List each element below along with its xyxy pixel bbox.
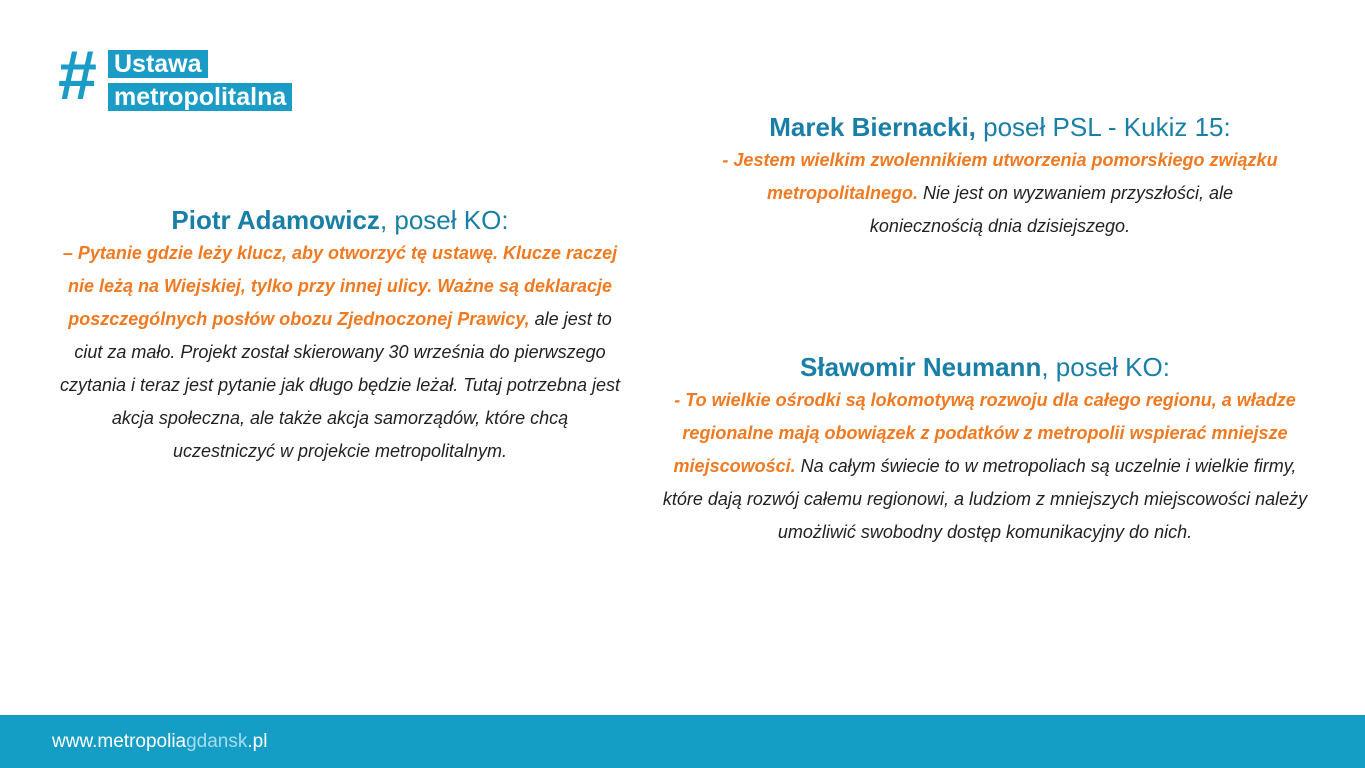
quote-text: ale jest to ciut za mało. Projekt został skierowany 30 września do pierwszego czytania i teraz jest pytanie jak długo będzie leżał. Tutaj potrzebna jest akcja społeczna, ale także akcja samorządów, które chcą uczestniczyć w projekcie metropolitalnym. xyxy=(60,309,620,461)
quote-author xyxy=(660,350,1310,384)
logo xyxy=(58,36,358,114)
quote-body xyxy=(680,144,1320,243)
website-link[interactable] xyxy=(52,731,267,753)
quote-adamowicz xyxy=(60,203,620,468)
logo-line1: Ustawa xyxy=(108,50,208,78)
quote-body xyxy=(660,384,1310,549)
footer-bar xyxy=(0,715,1365,768)
quote-highlight: - To wielkie ośrodki są lokomotywą rozwoju dla całego regionu, a władze regionalne mają obowiązek z podatków z metropolii wspierać mniejsze miejscowości. xyxy=(673,390,1296,476)
author-name: Marek Biernacki, xyxy=(769,112,976,142)
quote-author xyxy=(60,203,620,237)
author-role: , poseł KO: xyxy=(379,205,509,235)
url-part3: .pl xyxy=(247,731,268,752)
quote-neumann xyxy=(660,350,1310,549)
logo-hash: # xyxy=(58,36,97,114)
quote-body xyxy=(60,237,620,468)
logo-line2: metropolitalna xyxy=(108,83,292,111)
author-role: , poseł KO: xyxy=(1041,352,1170,382)
url-part1: www.metropolia xyxy=(52,731,187,752)
author-name: Sławomir Neumann xyxy=(800,352,1042,382)
quote-text: Nie jest on wyzwaniem przyszłości, ale koniecznością dnia dzisiejszego. xyxy=(869,183,1234,236)
author-role: poseł PSL - Kukiz 15: xyxy=(975,112,1231,142)
quote-biernacki xyxy=(680,110,1320,243)
quote-highlight: – Pytanie gdzie leży klucz, aby otworzyć tę ustawę. Klucze raczej nie leżą na Wiejskiej, tylko przy innej ulicy. Ważne są deklaracje poszczególnych posłów obozu Zjednoczonej Prawicy, xyxy=(62,243,618,329)
quote-highlight: - Jestem wielkim zwolennikiem utworzenia pomorskiego związku metropolitalnego. xyxy=(722,150,1278,203)
quote-author xyxy=(680,110,1320,144)
url-part2: gdansk xyxy=(186,731,248,752)
author-name: Piotr Adamowicz xyxy=(171,205,380,235)
quote-text: Na całym świecie to w metropoliach są uczelnie i wielkie firmy, które dają rozwój całemu regionowi, a ludziom z mniejszych miejscowości należy umożliwić swobodny dostęp komunikacyjny do nich. xyxy=(662,456,1308,542)
